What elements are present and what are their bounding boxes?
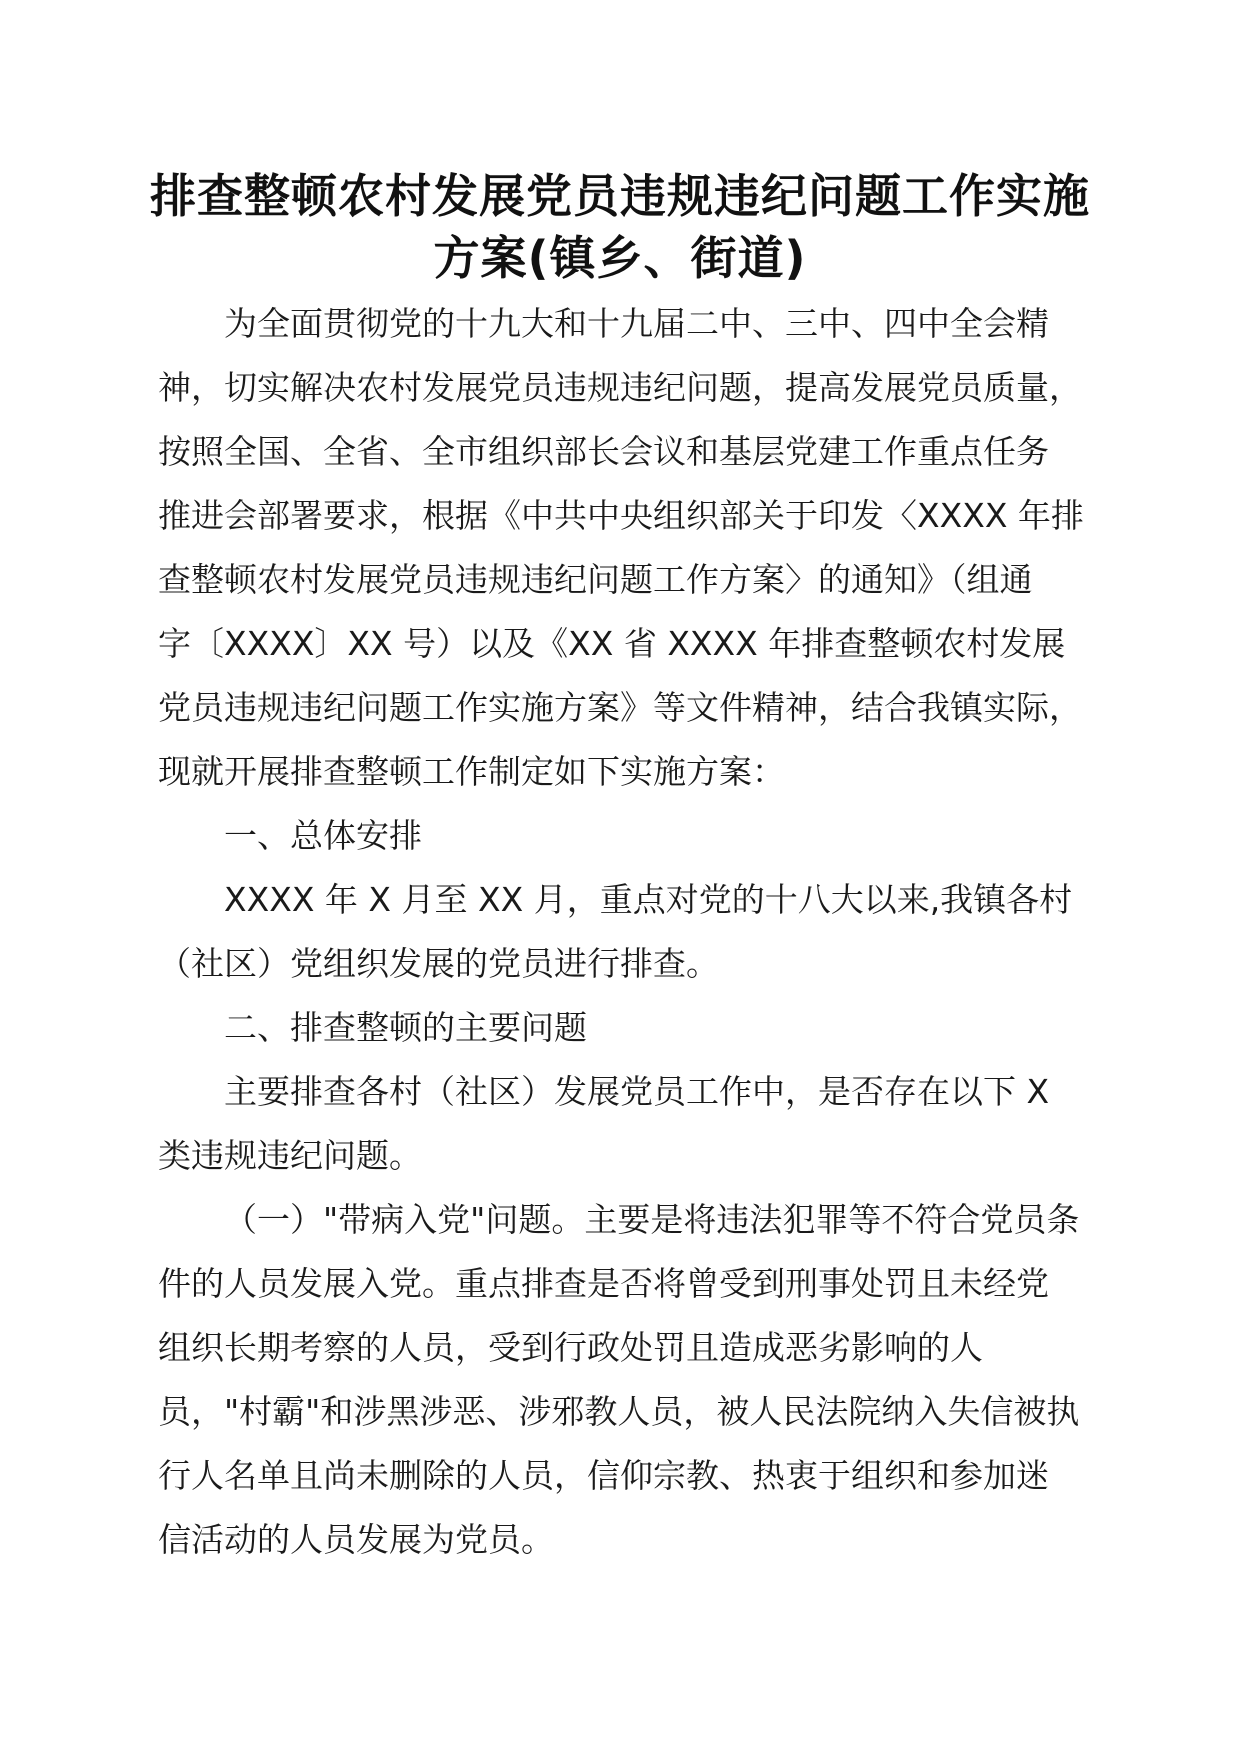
paragraph-line: 神，切实解决农村发展党员违规违纪问题，提高发展党员质量，: [158, 368, 1082, 407]
paragraph-line: 主要排查各村（社区）发展党员工作中，是否存在以下 X: [224, 1072, 1050, 1111]
paragraph-line: 信活动的人员发展为党员。: [158, 1520, 554, 1559]
paragraph-line: （社区）党组织发展的党员进行排查。: [158, 944, 719, 983]
paragraph-line: 推进会部署要求，根据《中共中央组织部关于印发〈XXXX 年排: [158, 496, 1084, 535]
paragraph-line: 件的人员发展入党。重点排查是否将曾受到刑事处罚且未经党: [158, 1264, 1049, 1303]
document-body: [158, 292, 1098, 1572]
title-line: 方案(镇乡、街道): [433, 231, 807, 285]
paragraph-line: 员，"村霸"和涉黑涉恶、涉邪教人员，被人民法院纳入失信被执: [158, 1392, 1080, 1431]
paragraph-line: 现就开展排查整顿工作制定如下实施方案：: [158, 752, 785, 791]
section-heading: 二、排查整顿的主要问题: [224, 1008, 587, 1047]
paragraph-line: 组织长期考察的人员，受到行政处罚且造成恶劣影响的人: [158, 1328, 983, 1367]
paragraph-line: 类违规违纪问题。: [158, 1136, 422, 1175]
title-line: 排查整顿农村发展党员违规违纪问题工作实施: [150, 169, 1090, 223]
paragraph-line: 字〔XXXX〕XX 号）以及《XX 省 XXXX 年排查整顿农村发展: [158, 624, 1066, 663]
paragraph-line: 按照全国、全省、全市组织部长会议和基层党建工作重点任务: [158, 432, 1049, 471]
paragraph-line: 党员违规违纪问题工作实施方案》等文件精神，结合我镇实际，: [158, 688, 1082, 727]
paragraph-line: 行人名单且尚未删除的人员，信仰宗教、热衷于组织和参加迷: [158, 1456, 1049, 1495]
document-title: [150, 165, 1090, 289]
section-heading: 一、总体安排: [224, 816, 422, 855]
paragraph-line: （一）"带病入党"问题。主要是将违法犯罪等不符合党员条: [224, 1200, 1080, 1239]
paragraph-line: XXXX 年 X 月至 XX 月，重点对党的十八大以来,我镇各村: [224, 880, 1073, 919]
paragraph-line: 为全面贯彻党的十九大和十九届二中、三中、四中全会精: [224, 304, 1049, 343]
paragraph-line: 查整顿农村发展党员违规违纪问题工作方案〉的通知》（组通: [158, 560, 1033, 599]
